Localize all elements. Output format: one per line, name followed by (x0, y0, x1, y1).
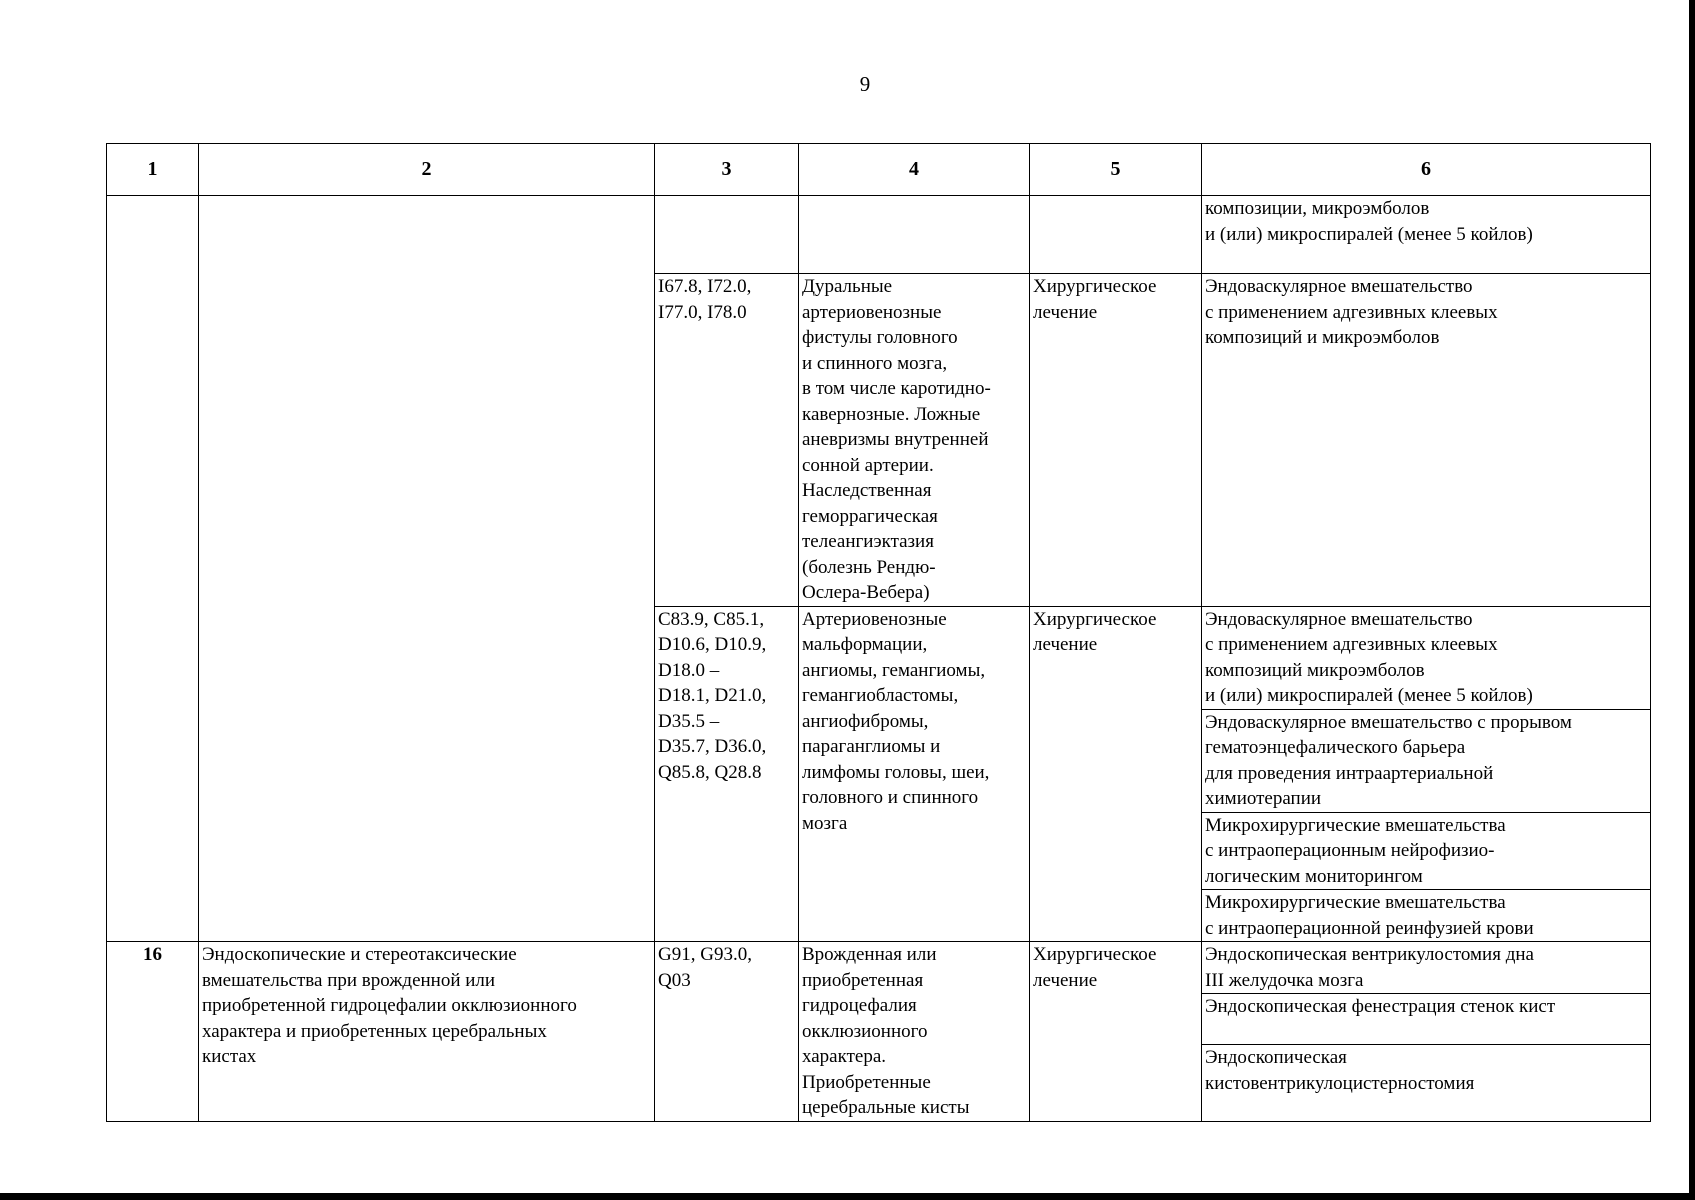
cell-num-continued (107, 196, 199, 942)
page-frame-bottom (0, 1193, 1695, 1200)
medical-care-table (106, 143, 1651, 1122)
table-row (107, 942, 1651, 994)
table-row (107, 196, 1651, 274)
cell-method: Эндоскопическая фенестрация стенок кист (1202, 994, 1651, 1045)
cell-method: Микрохирургические вмешательства с интраоперационной реинфузией крови (1202, 890, 1651, 942)
cell-treatment-type (1030, 196, 1202, 274)
cell-method: Эндоваскулярное вмешательство с применением адгезивных клеевых композиций микроэмболов и (или) микроспиралей (менее 5 койлов) (1202, 606, 1651, 709)
page-number: 9 (859, 72, 871, 96)
cell-treatment-type: Хирургическое лечение (1030, 942, 1202, 1122)
cell-method: Микрохирургические вмешательства с интраоперационным нейрофизио- логическим мониторингом (1202, 812, 1651, 890)
cell-method: Эндоваскулярное вмешательство с применением адгезивных клеевых композиций и микроэмболов (1202, 274, 1651, 607)
header-col-5: 5 (1030, 144, 1202, 196)
header-col-6: 6 (1202, 144, 1651, 196)
cell-name: Эндоскопические и стереотаксические вмешательства при врожденной или приобретенной гидроцефалии окклюзионного характера и приобретенных церебральных кистах (199, 942, 655, 1122)
cell-diagnosis: Врожденная или приобретенная гидроцефалия окклюзионного характера. Приобретенные церебральные кисты (799, 942, 1030, 1122)
cell-name-continued (199, 196, 655, 942)
page-frame-right (1689, 0, 1695, 1200)
cell-codes: C83.9, C85.1, D10.6, D10.9, D18.0 – D18.1, D21.0, D35.5 – D35.7, D36.0, Q85.8, Q28.8 (655, 606, 799, 942)
cell-treatment-type: Хирургическое лечение (1030, 274, 1202, 607)
cell-codes: I67.8, I72.0, I77.0, I78.0 (655, 274, 799, 607)
cell-num: 16 (107, 942, 199, 1122)
cell-diagnosis: Артериовенозные мальформации, ангиомы, гемангиомы, гемангиобластомы, ангиофибромы, параганглиомы и лимфомы головы, шеи, головного и спинного мозга (799, 606, 1030, 942)
cell-method: композиции, микроэмболов и (или) микроспиралей (менее 5 койлов) (1202, 196, 1651, 274)
cell-codes (655, 196, 799, 274)
cell-diagnosis: Дуральные артериовенозные фистулы головного и спинного мозга, в том числе каротидно- кавернозные. Ложные аневризмы внутренней сонной артерии. Наследственная геморрагическая телеангиэктазия (болезнь Рендю- Ослера-Вебера) (799, 274, 1030, 607)
header-col-3: 3 (655, 144, 799, 196)
table-header-row (107, 144, 1651, 196)
cell-method: Эндоскопическая вентрикулостомия дна III желудочка мозга (1202, 942, 1651, 994)
header-col-1: 1 (107, 144, 199, 196)
cell-method: Эндоскопическая кистовентрикулоцистерностомия (1202, 1045, 1651, 1121)
cell-method: Эндоваскулярное вмешательство с прорывом гематоэнцефалического барьера для проведения интраартериальной химиотерапии (1202, 709, 1651, 812)
header-col-4: 4 (799, 144, 1030, 196)
cell-codes: G91, G93.0, Q03 (655, 942, 799, 1122)
cell-treatment-type: Хирургическое лечение (1030, 606, 1202, 942)
cell-diagnosis (799, 196, 1030, 274)
header-col-2: 2 (199, 144, 655, 196)
